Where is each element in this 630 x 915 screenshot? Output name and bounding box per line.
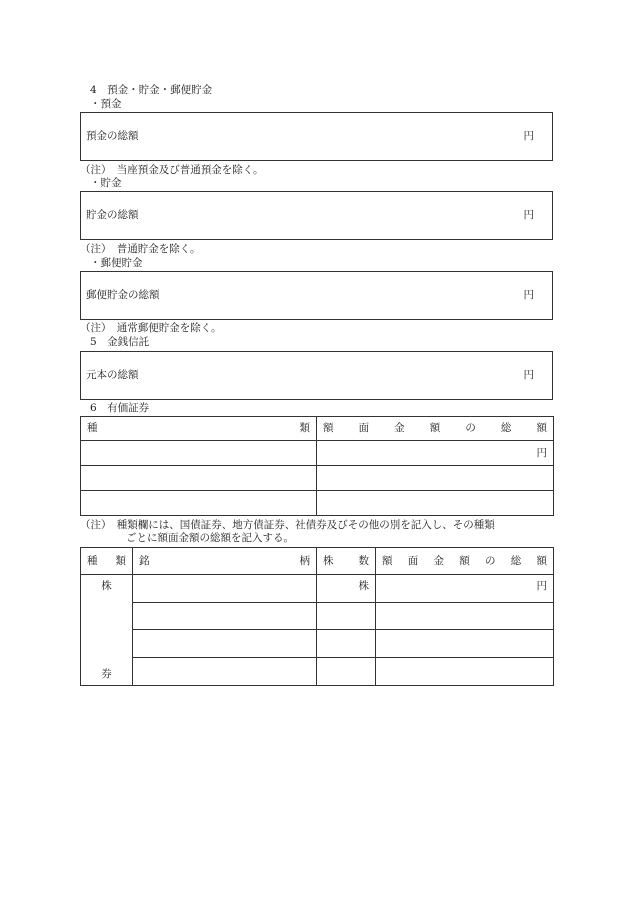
kind-bottom-char: 券: [101, 667, 112, 680]
header-char: 金: [433, 554, 444, 567]
section5-heading: 5 金銭信託: [90, 336, 150, 348]
chokin-note: （注） 普通貯金を除く。: [80, 243, 201, 255]
face-value-cell[interactable]: [317, 441, 554, 466]
header-char: 面: [407, 554, 419, 567]
yubin-box[interactable]: [80, 271, 553, 320]
chokin-label: ・貯金: [90, 177, 122, 189]
header-char: 種: [87, 554, 98, 567]
table-row: [81, 575, 554, 603]
kind-cell[interactable]: [81, 491, 317, 516]
table-row: [81, 630, 554, 657]
face-value-cell[interactable]: [376, 657, 554, 685]
shares-unit: 株: [358, 580, 369, 592]
chokin-box[interactable]: [80, 191, 553, 240]
yubin-label: ・郵便貯金: [90, 257, 143, 269]
header-char: 金: [394, 422, 405, 435]
header-char: 額: [429, 422, 441, 435]
brand-cell[interactable]: [133, 630, 317, 657]
yokin-label: ・預金: [90, 98, 122, 110]
brand-cell[interactable]: [133, 657, 317, 685]
header-char: 類: [115, 554, 126, 567]
header-char: 額: [382, 554, 393, 567]
shares-cell[interactable]: [317, 657, 376, 685]
face-value-cell[interactable]: [376, 603, 554, 630]
table-row: [81, 603, 554, 630]
stock-table: [80, 547, 554, 686]
yen-unit: 円: [536, 580, 547, 592]
header-char: 種: [87, 422, 98, 435]
header-char: 総: [500, 422, 512, 435]
shares-cell[interactable]: [317, 630, 376, 657]
header-char: 総: [510, 554, 522, 567]
header-char: 数: [358, 554, 369, 567]
header-char: 柄: [299, 554, 310, 567]
yubin-note: （注） 通常郵便貯金を除く。: [80, 322, 222, 334]
yokin-unit: 円: [523, 130, 534, 142]
yubin-field-label: 郵便貯金の総額: [86, 289, 160, 301]
table-header-row: [81, 417, 554, 441]
header-char: 株: [323, 554, 334, 567]
face-value-header: [317, 417, 554, 441]
section4-heading: 4 預金・貯金・郵便貯金: [90, 84, 213, 96]
kind-header: [81, 548, 133, 575]
section6-heading: 6 有価証券: [90, 402, 150, 414]
header-char: 額: [459, 554, 470, 567]
table-row: [81, 466, 554, 491]
securities-note-line2: ごとに額面金額の総額を記入する。: [126, 532, 294, 544]
yubin-unit: 円: [523, 289, 534, 301]
table-row: [81, 657, 554, 685]
shares-cell[interactable]: [317, 603, 376, 630]
header-char: 面: [358, 422, 370, 435]
header-char: の: [485, 554, 496, 567]
kind-cell[interactable]: [81, 441, 317, 466]
face-value-cell[interactable]: [317, 466, 554, 491]
kind-top-char: 株: [101, 580, 112, 592]
shares-header: [317, 548, 376, 575]
kind-cell[interactable]: [81, 466, 317, 491]
yokin-note: （注） 当座預金及び普通預金を除く。: [80, 164, 264, 176]
table-row: [81, 441, 554, 466]
brand-cell[interactable]: [133, 575, 317, 603]
face-value-cell[interactable]: [317, 491, 554, 516]
securities-table: [80, 416, 554, 516]
brand-cell[interactable]: [133, 603, 317, 630]
table-header-row: [81, 548, 554, 575]
table-row: [81, 491, 554, 516]
chokin-field-label: 貯金の総額: [86, 209, 139, 221]
brand-header: [133, 548, 317, 575]
yokin-box[interactable]: [80, 112, 553, 161]
shares-cell[interactable]: [317, 575, 376, 603]
face-value-cell[interactable]: [376, 630, 554, 657]
shintaku-unit: 円: [523, 369, 534, 381]
yen-unit: 円: [536, 446, 547, 459]
face-value-cell[interactable]: [376, 575, 554, 603]
kind-header: [81, 417, 317, 441]
shintaku-field-label: 元本の総額: [86, 369, 139, 381]
chokin-unit: 円: [523, 209, 534, 221]
header-char: 額: [536, 422, 547, 435]
face-value-header: [376, 548, 554, 575]
securities-note-line1: （注） 種類欄には、国債証券、地方債証券、社債券及びその他の別を記入し、その種類: [80, 519, 495, 531]
shintaku-box[interactable]: [80, 351, 553, 400]
header-char: 類: [299, 422, 310, 435]
header-char: 額: [536, 554, 547, 567]
header-char: の: [465, 422, 476, 435]
yokin-field-label: 預金の総額: [86, 130, 139, 142]
header-char: 額: [323, 422, 334, 435]
header-char: 銘: [139, 554, 150, 567]
stock-kind-cell: [81, 575, 133, 686]
